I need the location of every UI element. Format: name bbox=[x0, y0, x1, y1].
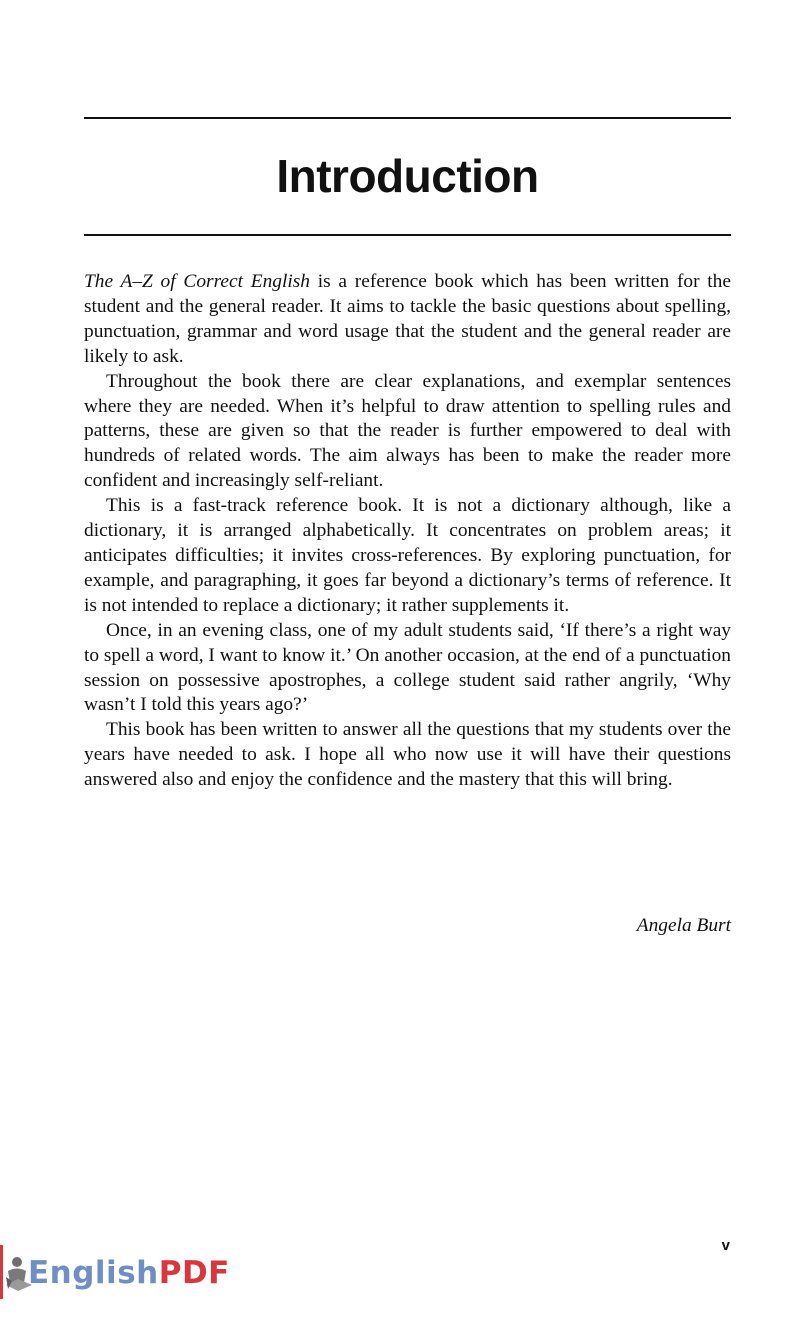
paragraph-4: Once, in an evening class, one of my adult students said, ‘If there’s a right way to spell a word, I want to know it.’ On another occasion, at the end of a punctuation session on possessive apostrophes, a college student said rather angrily, ‘Why wasn’t I told this years ago?’ bbox=[84, 619, 731, 716]
paragraph-5: This book has been written to answer all the questions that my students over the years have needed to ask. I hope all who now use it will have their questions answered also and enjoy the confidence and the mastery that this will bring. bbox=[84, 719, 731, 791]
watermark-text bbox=[28, 1253, 230, 1293]
paragraph-1 bbox=[84, 270, 731, 370]
watermark-pdf: PDF bbox=[158, 1255, 230, 1291]
author-signature: Angela Burt bbox=[636, 915, 731, 936]
watermark-english: English bbox=[28, 1255, 159, 1291]
paragraph-3: This is a fast-track reference book. It is not a dictionary although, like a dictionary, it is arranged alphabetically. It concentrates on problem areas; it anticipates difficulties; it invites cross-references. By exploring punctuation, for example, and paragraphing, it goes far beyond a dictionary’s terms of reference. It is not intended to replace a dictionary; it rather supplements it. bbox=[84, 495, 731, 616]
englishpdf-watermark bbox=[0, 1243, 230, 1305]
page-title: Introduction bbox=[276, 150, 539, 202]
page-number: v bbox=[721, 1237, 730, 1254]
paragraph-2: Throughout the book there are clear explanations, and exemplar sentences where they are needed. When it’s helpful to draw attention to spelling rules and patterns, these are given so that the reader is further empowered to deal with hundreds of related words. The aim always has been to make the reader more confident and increasingly self-reliant. bbox=[84, 370, 731, 492]
paragraph-1-text: is a reference book which has been written for the student and the general reader. It aims to tackle the basic questions about spelling, punctuation, grammar and word usage that the student and the general reader are likely to ask. bbox=[84, 271, 731, 367]
title-rule-top bbox=[84, 117, 731, 119]
title-rule-bottom bbox=[84, 234, 731, 236]
book-title-italic: The A–Z of Correct English bbox=[84, 271, 310, 292]
watermark-bar bbox=[0, 1245, 3, 1299]
body-text bbox=[84, 270, 731, 793]
